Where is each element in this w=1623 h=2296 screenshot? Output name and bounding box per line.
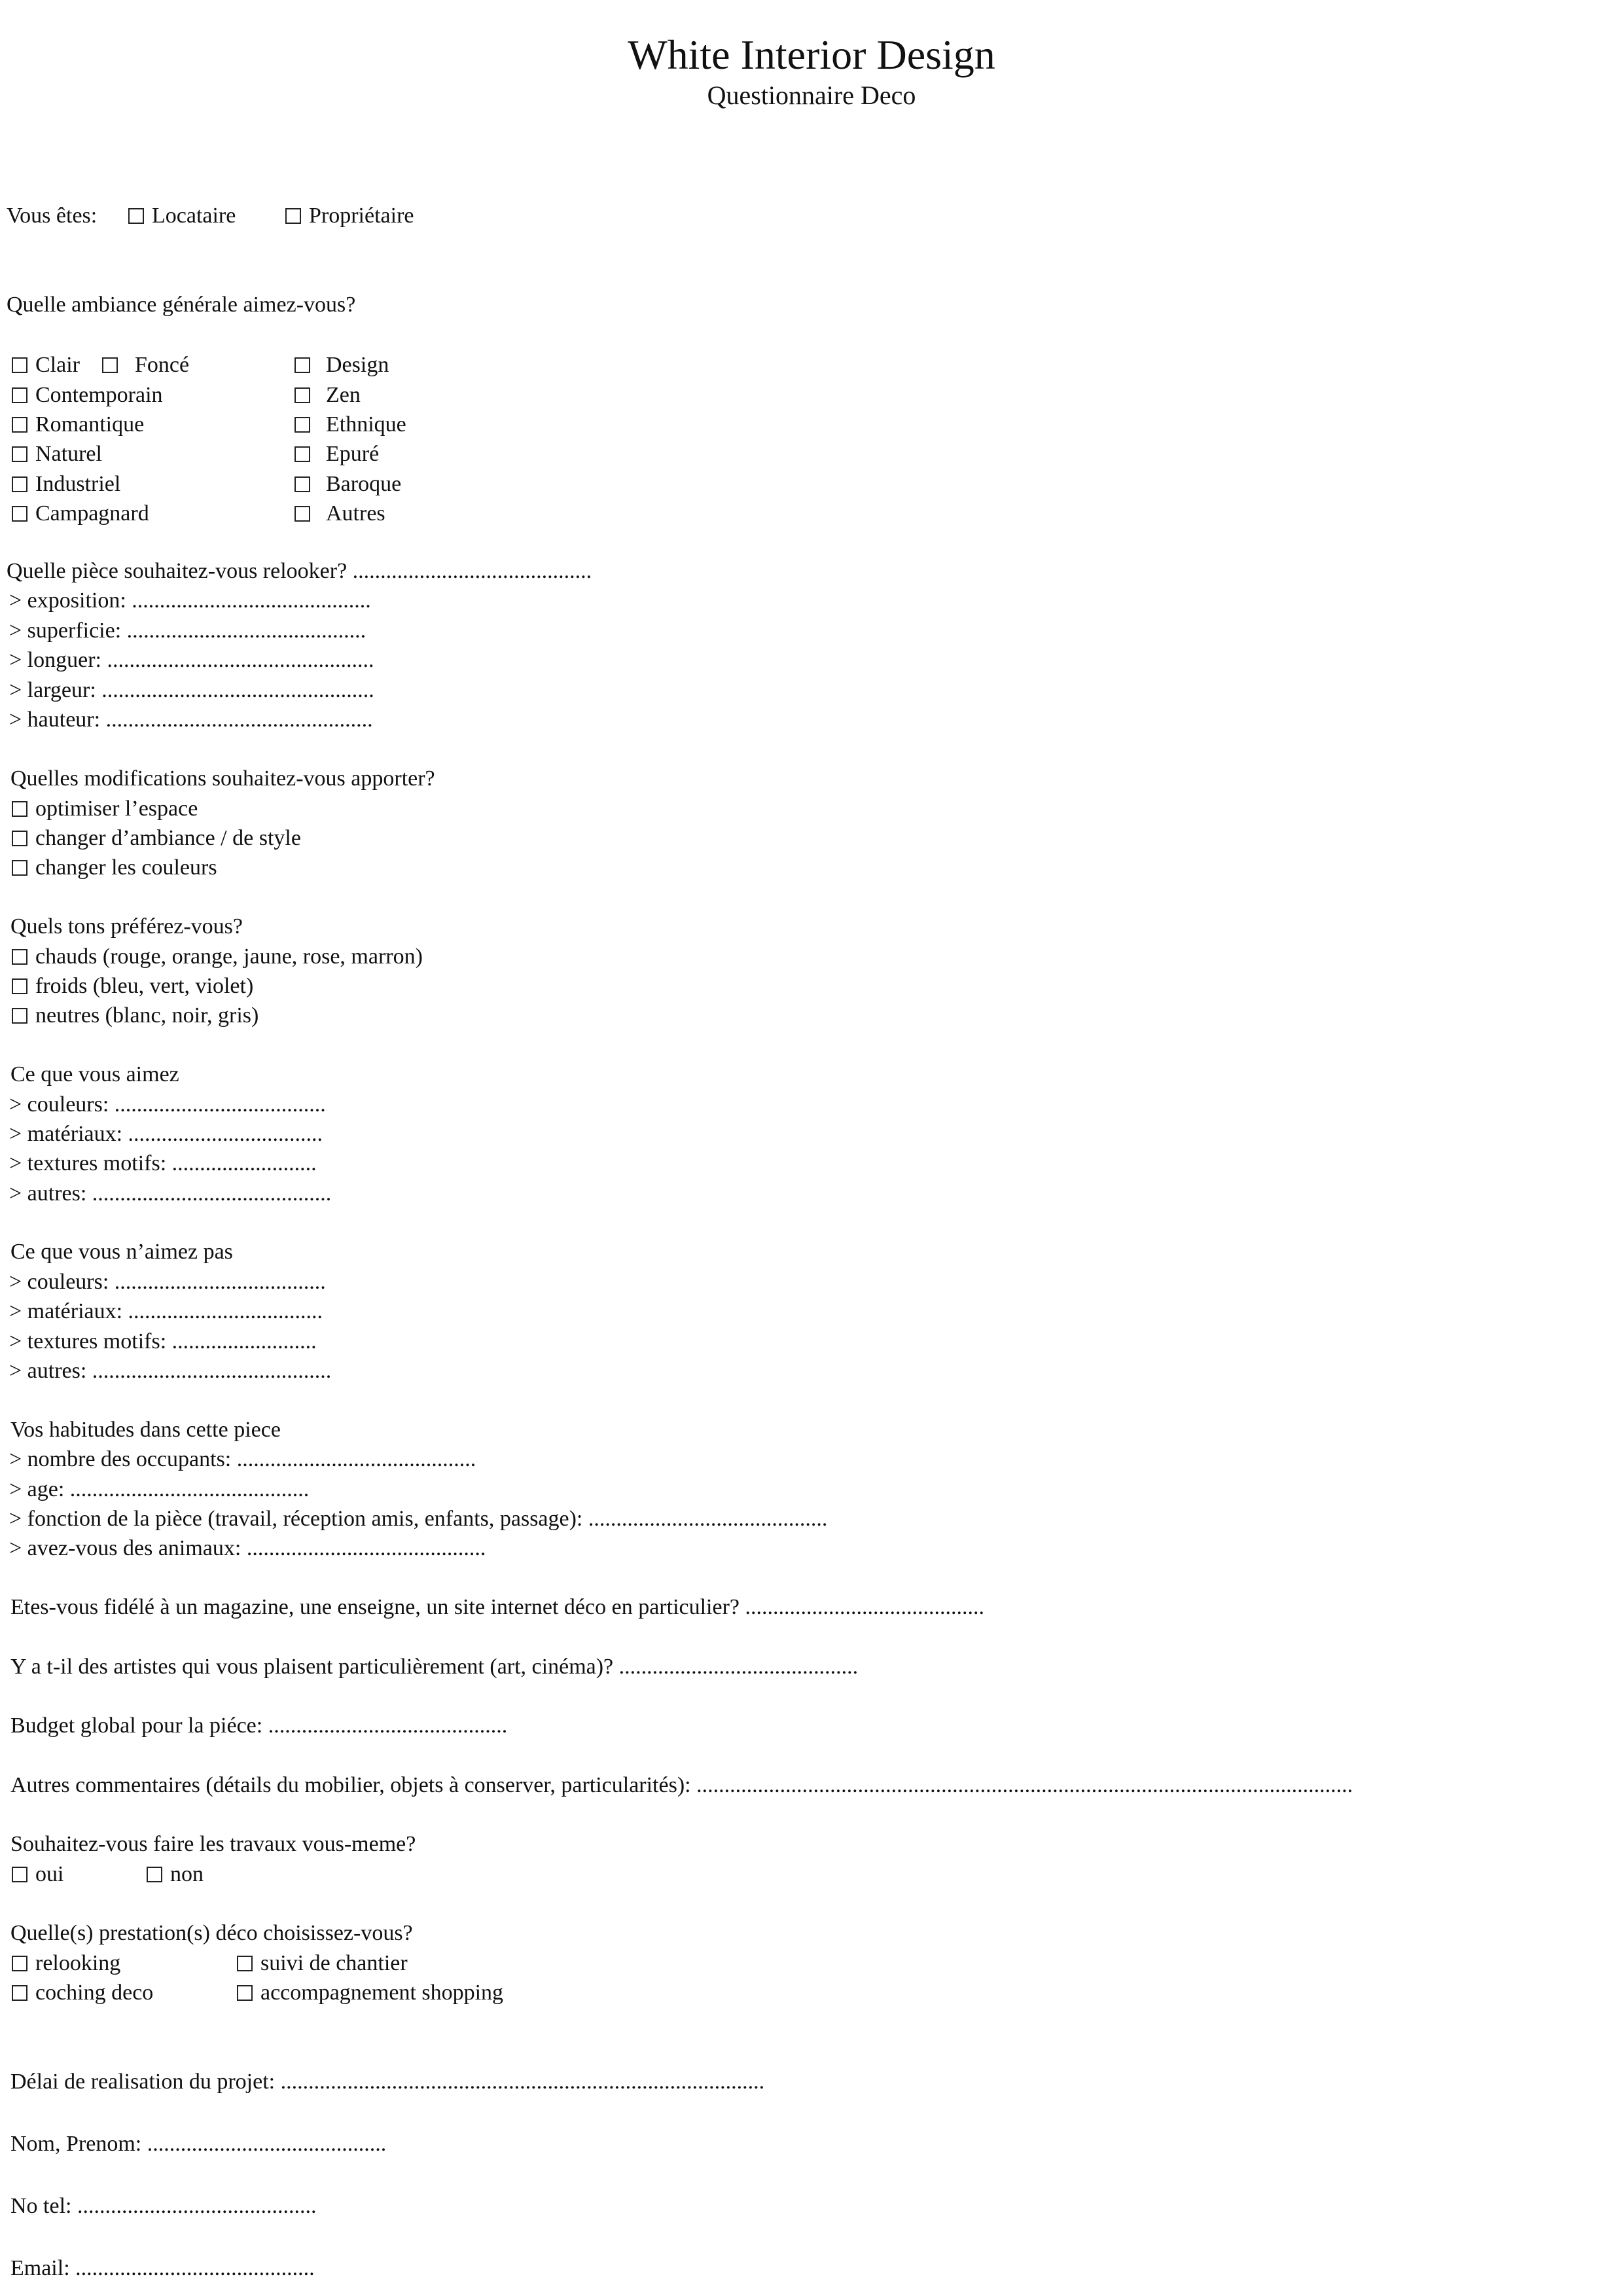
commentaires-question[interactable]: Autres commentaires (détails du mobilier, objets à conserver, particularités): ...................................................................................................................... <box>10 1773 1353 1797</box>
prestation-coching[interactable]: coching deco <box>12 1980 153 2006</box>
checkbox[interactable] <box>294 357 310 373</box>
checkbox[interactable] <box>12 357 27 373</box>
checkbox[interactable] <box>12 1985 27 2001</box>
aimez-materiaux[interactable]: > matériaux: ................................... <box>9 1122 323 1146</box>
ambiance-question: Quelle ambiance générale aimez-vous? <box>7 293 356 317</box>
travaux-non[interactable]: non <box>147 1861 204 1888</box>
ambiance-epure[interactable]: Epuré <box>294 441 379 467</box>
checkbox[interactable] <box>12 1956 27 1971</box>
status-label: Vous êtes: <box>7 204 98 228</box>
habitudes-animaux[interactable]: > avez-vous des animaux: ........................................... <box>9 1536 486 1560</box>
checkbox[interactable] <box>12 476 27 492</box>
tons-question: Quels tons préférez-vous? <box>10 914 243 939</box>
checkbox[interactable] <box>294 476 310 492</box>
aimez-heading: Ce que vous aimez <box>10 1062 179 1086</box>
field-superficie[interactable]: > superficie: ........................................... <box>9 619 366 643</box>
document-subtitle: Questionnaire Deco <box>707 81 916 110</box>
habitudes-age[interactable]: > age: ........................................... <box>9 1477 310 1501</box>
field-longuer[interactable]: > longuer: ................................................ <box>9 648 374 672</box>
magazine-question[interactable]: Etes-vous fidélé à un magazine, une enseigne, un site internet déco en particulier? ........................................... <box>10 1595 984 1619</box>
field-largeur[interactable]: > largeur: ................................................. <box>9 678 374 702</box>
field-exposition[interactable]: > exposition: ........................................... <box>9 588 371 613</box>
travaux-oui[interactable]: oui <box>12 1861 63 1888</box>
checkbox[interactable] <box>147 1867 162 1882</box>
modifications-question: Quelles modifications souhaitez-vous apporter? <box>10 766 435 791</box>
ambiance-clair[interactable]: Clair <box>12 352 80 378</box>
email-field[interactable]: Email: ........................................... <box>10 2256 315 2280</box>
aimez-pas-couleurs[interactable]: > couleurs: ...................................... <box>9 1270 326 1294</box>
tons-froids[interactable]: froids (bleu, vert, violet) <box>12 973 253 999</box>
prestation-shopping[interactable]: accompagnement shopping <box>237 1980 503 2006</box>
aimez-pas-materiaux[interactable]: > matériaux: ................................... <box>9 1299 323 1323</box>
aimez-pas-heading: Ce que vous n’aimez pas <box>10 1240 233 1264</box>
ambiance-zen[interactable]: Zen <box>294 382 361 408</box>
checkbox[interactable] <box>12 506 27 522</box>
aimez-textures[interactable]: > textures motifs: .......................... <box>9 1151 317 1175</box>
modif-optimiser[interactable]: optimiser l’espace <box>12 796 198 822</box>
ambiance-industriel[interactable]: Industriel <box>12 471 120 497</box>
checkbox[interactable] <box>12 1867 27 1882</box>
checkbox[interactable] <box>12 978 27 994</box>
checkbox[interactable] <box>12 860 27 876</box>
aimez-autres[interactable]: > autres: ........................................... <box>9 1181 332 1206</box>
checkbox[interactable] <box>102 357 118 373</box>
budget-question[interactable]: Budget global pour la piéce: ........................................... <box>10 1713 508 1738</box>
checkbox[interactable] <box>237 1956 253 1971</box>
ambiance-campagnard[interactable]: Campagnard <box>12 501 149 527</box>
aimez-pas-textures[interactable]: > textures motifs: .......................... <box>9 1329 317 1354</box>
checkbox[interactable] <box>12 1008 27 1024</box>
ambiance-fonce[interactable]: Foncé <box>102 352 189 378</box>
artistes-question[interactable]: Y a t-il des artistes qui vous plaisent particulièrement (art, cinéma)? ........................................... <box>10 1655 859 1679</box>
modif-couleurs[interactable]: changer les couleurs <box>12 855 217 881</box>
checkbox[interactable] <box>128 208 144 224</box>
field-hauteur[interactable]: > hauteur: ................................................ <box>9 708 373 732</box>
travaux-question: Souhaitez-vous faire les travaux vous-meme? <box>10 1832 416 1856</box>
checkbox[interactable] <box>12 446 27 462</box>
piece-question[interactable]: Quelle pièce souhaitez-vous relooker? ........................................... <box>7 559 592 583</box>
checkbox[interactable] <box>294 506 310 522</box>
option-proprietaire[interactable]: Propriétaire <box>285 203 414 229</box>
checkbox[interactable] <box>12 949 27 965</box>
checkbox[interactable] <box>237 1985 253 2001</box>
checkbox[interactable] <box>294 417 310 433</box>
tons-neutres[interactable]: neutres (blanc, noir, gris) <box>12 1003 259 1029</box>
prestation-suivi[interactable]: suivi de chantier <box>237 1950 408 1977</box>
ambiance-autres[interactable]: Autres <box>294 501 385 527</box>
habitudes-occupants[interactable]: > nombre des occupants: ........................................... <box>9 1447 476 1471</box>
checkbox[interactable] <box>294 446 310 462</box>
checkbox[interactable] <box>285 208 301 224</box>
delai-field[interactable]: Délai de realisation du projet: ....................................................................................... <box>10 2070 765 2094</box>
option-locataire[interactable]: Locataire <box>128 203 236 229</box>
ambiance-design[interactable]: Design <box>294 352 389 378</box>
checkbox[interactable] <box>12 417 27 433</box>
checkbox[interactable] <box>12 387 27 403</box>
habitudes-fonction[interactable]: > fonction de la pièce (travail, réception amis, enfants, passage): ........................................... <box>9 1507 828 1531</box>
checkbox[interactable] <box>12 831 27 846</box>
nom-field[interactable]: Nom, Prenom: ........................................... <box>10 2132 387 2156</box>
habitudes-heading: Vos habitudes dans cette piece <box>10 1418 281 1442</box>
document-title: White Interior Design <box>628 31 995 78</box>
checkbox[interactable] <box>12 801 27 817</box>
aimez-couleurs[interactable]: > couleurs: ...................................... <box>9 1092 326 1117</box>
ambiance-ethnique[interactable]: Ethnique <box>294 412 406 438</box>
checkbox[interactable] <box>294 387 310 403</box>
ambiance-romantique[interactable]: Romantique <box>12 412 144 438</box>
ambiance-naturel[interactable]: Naturel <box>12 441 102 467</box>
tel-field[interactable]: No tel: ........................................... <box>10 2194 317 2218</box>
prestations-question: Quelle(s) prestation(s) déco choisissez-vous? <box>10 1921 413 1945</box>
aimez-pas-autres[interactable]: > autres: ........................................... <box>9 1359 332 1383</box>
ambiance-baroque[interactable]: Baroque <box>294 471 401 497</box>
prestation-relooking[interactable]: relooking <box>12 1950 120 1977</box>
modif-ambiance[interactable]: changer d’ambiance / de style <box>12 825 301 852</box>
tons-chauds[interactable]: chauds (rouge, orange, jaune, rose, marron) <box>12 944 423 970</box>
ambiance-contemporain[interactable]: Contemporain <box>12 382 163 408</box>
